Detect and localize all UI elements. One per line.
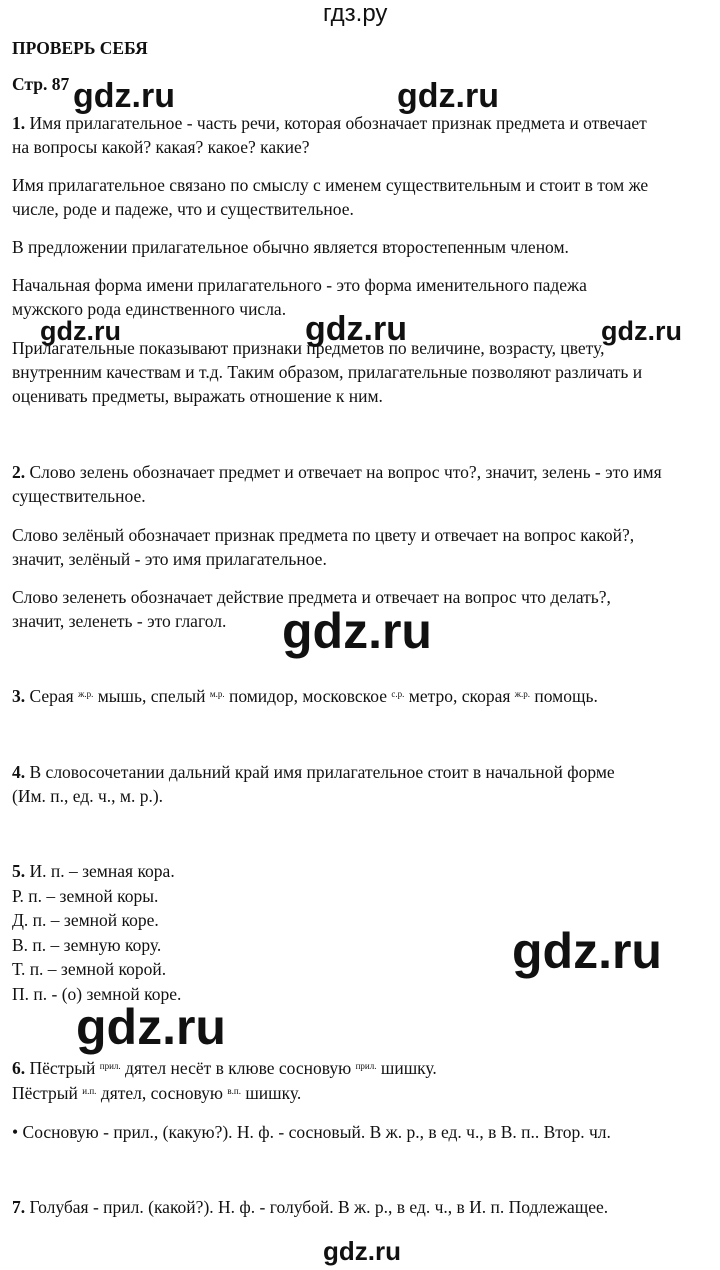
answer-5-line: П. п. - (о) земной коре.	[12, 984, 182, 1004]
answer-1-paragraph: Имя прилагательное связано по смыслу с именем существительным и стоит в том же	[12, 175, 649, 195]
answer-7-line	[12, 1195, 608, 1219]
answer-5-line	[12, 859, 175, 883]
answer-text: В словосочетании дальний край имя прилагательное стоит в начальной форме	[25, 762, 615, 782]
answer-5-line: Р. п. – земной коры.	[12, 886, 159, 906]
answer-number: 3.	[12, 686, 26, 706]
answer-2-paragraph: Слово зеленеть обозначает действие предмета и отвечает на вопрос что делать?,	[12, 587, 611, 607]
answer-6-line	[12, 1056, 437, 1080]
page-heading: ПРОВЕРЬ СЕБЯ	[12, 38, 148, 58]
watermark: gdz.ru	[305, 310, 407, 348]
answer-number: 1.	[12, 113, 26, 133]
answer-text: Серая	[25, 686, 79, 706]
answer-text: дятел несёт в клюве сосновую	[120, 1058, 356, 1078]
answer-1-paragraph: Прилагательные показывают признаки предметов по величине, возрасту, цвету,	[12, 338, 605, 358]
answer-2-paragraph: значит, зелёный - это имя прилагательное.	[12, 549, 327, 569]
watermark: gdz.ru	[40, 316, 121, 346]
watermark: gdz.ru	[397, 77, 499, 115]
answer-5-line: Д. п. – земной коре.	[12, 910, 159, 930]
answer-text: Пёстрый	[12, 1083, 83, 1103]
answer-text: И. п. – земная кора.	[25, 861, 175, 881]
answer-3-line	[12, 684, 598, 708]
answer-number: 6.	[12, 1058, 26, 1078]
answer-text: Слово зелень обозначает предмет и отвечает на вопрос что?, значит, зелень - это имя	[25, 462, 662, 482]
grammar-note: м.р.	[209, 689, 225, 699]
answer-text: дятел, сосновую	[96, 1083, 228, 1103]
watermark: gdz.ru	[512, 923, 662, 979]
page-reference: Стр. 87	[12, 74, 70, 94]
answer-1-line	[12, 111, 647, 135]
watermark: gdz.ru	[73, 77, 175, 115]
answer-text: шишку.	[376, 1058, 437, 1078]
answer-text: Сосновую - прил., (какую?). Н. ф. - сосновый. В ж. р., в ед. ч., в В. п.. Втор. чл.	[18, 1122, 611, 1142]
watermark: gdz.ru	[76, 999, 226, 1055]
answer-text: мышь, спелый	[93, 686, 210, 706]
watermark: gdz.ru	[601, 316, 682, 346]
grammar-note: и.п.	[82, 1086, 97, 1096]
answer-1-paragraph: оценивать предметы, выражать отношение к ним.	[12, 386, 383, 406]
answer-6-bullet-line	[12, 1120, 611, 1144]
answer-number: 2.	[12, 462, 26, 482]
grammar-note: прил.	[355, 1061, 377, 1071]
answer-text: метро, скорая	[404, 686, 515, 706]
answer-text: шишку.	[240, 1083, 302, 1103]
answer-2-paragraph: значит, зеленеть - это глагол.	[12, 611, 227, 631]
answer-1-line: на вопросы какой? какая? какое? какие?	[12, 137, 310, 157]
answer-4-line: (Им. п., ед. ч., м. р.).	[12, 786, 164, 806]
answer-6-line	[12, 1081, 301, 1105]
answer-number: 4.	[12, 762, 26, 782]
answer-1-paragraph: внутренним качествам и т.д. Таким образом, прилагательные позволяют различать и	[12, 362, 643, 382]
bullet-icon: •	[12, 1122, 19, 1142]
answer-1-paragraph: В предложении прилагательное обычно является второстепенным членом.	[12, 237, 569, 257]
answer-1-paragraph: Начальная форма имени прилагательного - это форма именительного падежа	[12, 275, 587, 295]
answer-2-line	[12, 460, 662, 484]
answer-text: Голубая - прил. (какой?). Н. ф. - голубой. В ж. р., в ед. ч., в И. п. Подлежащее.	[25, 1197, 609, 1217]
watermark: gdz.ru	[282, 603, 432, 659]
answer-text: помидор, московское	[224, 686, 392, 706]
answer-5-line: Т. п. – земной корой.	[12, 959, 167, 979]
answer-text: помощь.	[530, 686, 598, 706]
watermark: gdz.ru	[323, 1236, 401, 1266]
answer-number: 5.	[12, 861, 26, 881]
answer-number: 7.	[12, 1197, 26, 1217]
answer-1-paragraph: мужского рода единственного числа.	[12, 299, 287, 319]
grammar-note: прил.	[99, 1061, 121, 1071]
grammar-note: ж.р.	[78, 689, 94, 699]
answer-4-line	[12, 760, 615, 784]
grammar-note: ж.р.	[514, 689, 530, 699]
answer-5-line: В. п. – земную кору.	[12, 935, 162, 955]
grammar-note: в.п.	[227, 1086, 241, 1096]
grammar-note: с.р.	[391, 689, 405, 699]
answer-text: Имя прилагательное - часть речи, которая обозначает признак предмета и отвечает	[25, 113, 647, 133]
answer-2-paragraph: Слово зелёный обозначает признак предмета по цвету и отвечает на вопрос какой?,	[12, 525, 635, 545]
answer-text: Пёстрый	[25, 1058, 100, 1078]
site-header: гдз.ру	[323, 0, 388, 27]
answer-2-line: существительное.	[12, 486, 146, 506]
answer-1-paragraph: числе, роде и падеже, что и существительное.	[12, 199, 354, 219]
